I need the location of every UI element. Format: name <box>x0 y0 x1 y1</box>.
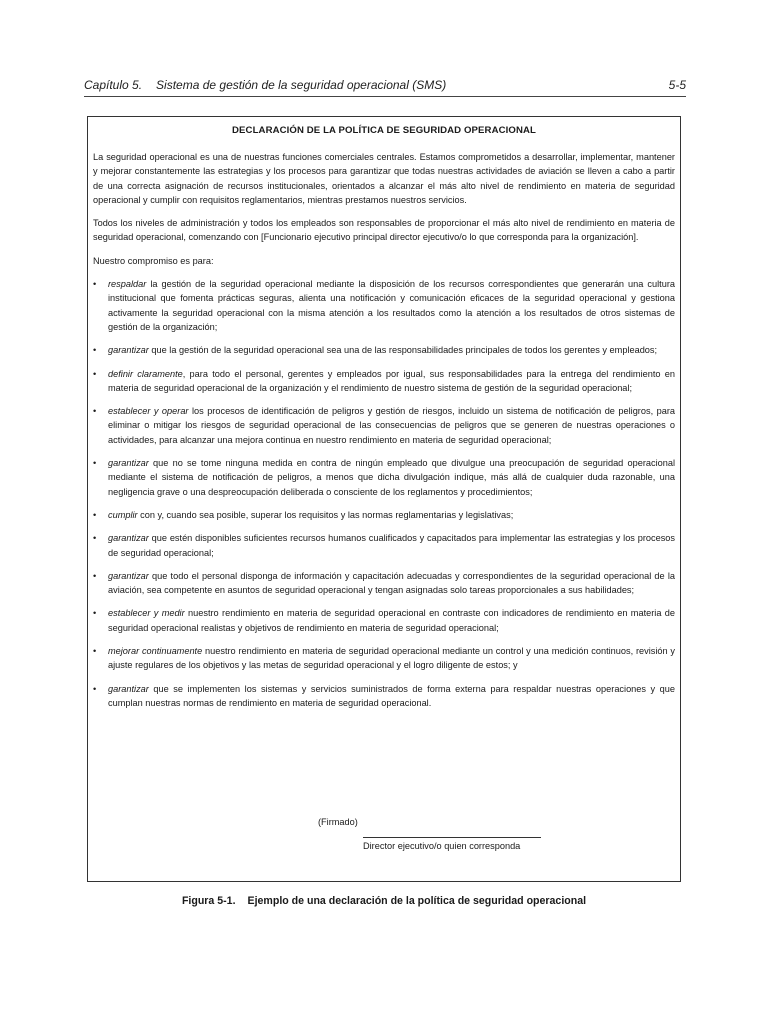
commitment-text: con y, cuando sea posible, superar los requisitos y las normas reglamentarias y legislativas; <box>137 509 514 520</box>
policy-paragraph: Todos los niveles de administración y todos los empleados son responsables de proporcionar el más alto nivel de rendimiento en materia de seguridad operacional, comenzando con [Funcionario ejecutivo principal director ejecutivo/o lo que corresponda para la organización]. <box>93 218 675 243</box>
commitment-keyword: cumplir <box>108 509 138 520</box>
commitment-keyword: mejorar continuamente <box>108 646 203 657</box>
commitment-item <box>93 367 675 396</box>
commitment-text: , para todo el personal, gerentes y empleados por igual, sus responsabilidades para la entrega del rendimiento en materia de seguridad operacional de la organización y el rendimiento de nuestro sistema de gestión de la seguridad operacional; <box>108 368 675 393</box>
commitment-item <box>93 682 675 711</box>
commitment-text: que la gestión de la seguridad operacional sea una de las responsabilidades principales de todos los gerentes y empleados; <box>148 345 658 356</box>
page-number: 5-5 <box>668 78 686 92</box>
signatory-title: Director ejecutivo/o quien corresponda <box>363 841 521 851</box>
bullet-marker: • <box>93 345 97 356</box>
commitment-text: que todo el personal disponga de información y capacitación adecuadas y correspondientes de la seguridad operacional de la aviación, sea competente en asuntos de seguridad operacional y tengan asignadas solo tareas proporcionales a sus habilidades; <box>108 570 675 596</box>
signed-label: (Firmado) <box>318 817 358 827</box>
commitment-keyword: garantizar <box>108 458 149 469</box>
commitment-text: la gestión de la seguridad operacional mediante la disposición de los recursos correspondientes que generarán una cultura institucional que fomenta prácticas seguras, alienta una notificación y comunicación eficaces de la seguridad operacional y gestiona activamente la seguridad operacional con la misma atención a los resultados como la atención a los resultados de otros sistemas de gestión de la organización; <box>108 279 675 332</box>
figure-label: Figura 5-1. <box>181 895 236 907</box>
commitment-intro: Nuestro compromiso es para: <box>93 255 214 266</box>
commitment-keyword: garantizar <box>108 533 149 544</box>
commitment-keyword: garantizar <box>108 345 149 356</box>
bullet-marker: • <box>93 406 97 417</box>
commitment-item <box>93 343 675 357</box>
figure-caption-text: Ejemplo de una declaración de la política de seguridad operacional <box>247 895 587 907</box>
commitment-text: que estén disponibles suficientes recursos humanos cualificados y capacitados para implementar las estrategias y los procesos de seguridad operacional; <box>108 533 675 558</box>
commitment-list <box>93 277 675 710</box>
chapter-label: Capítulo 5. <box>84 78 143 92</box>
commitment-keyword: establecer y medir <box>108 608 185 619</box>
bullet-marker: • <box>93 368 97 379</box>
commitment-text: nuestro rendimiento en materia de seguridad operacional mediante un control y una medición continuos, revisión y ajuste regulares de los objetivos y las metas de seguridad operacional y el logro diligente de estos; y <box>108 646 675 671</box>
commitment-text: nuestro rendimiento en materia de seguridad operacional en contraste con indicadores de rendimiento en materia de seguridad operacional realistas y objetivos de rendimiento en materia de seguridad operacional; <box>108 608 676 633</box>
commitment-text: los procesos de identificación de peligros y gestión de riesgos, incluido un sistema de notificación de peligros, para eliminar o mitigar los riesgos de seguridad operacional de las consecuencias de peligros que se generen de nuestras operaciones o actividades, para alcanzar una mejora continua en nuestro rendimiento en materia de seguridad operacional; <box>108 406 675 445</box>
bullet-marker: • <box>93 646 97 657</box>
bullet-marker: • <box>93 683 97 694</box>
bullet-marker: • <box>93 608 97 619</box>
chapter-title: Sistema de gestión de la seguridad operacional (SMS) <box>156 78 447 92</box>
commitment-keyword: establecer y operar <box>108 406 189 417</box>
figure-caption <box>0 895 768 907</box>
policy-title: DECLARACIÓN DE LA POLÍTICA DE SEGURIDAD OPERACIONAL <box>232 125 536 136</box>
commitment-item <box>93 606 675 635</box>
bullet-marker: • <box>93 570 97 581</box>
policy-statement-box <box>87 116 681 882</box>
commitment-keyword: respaldar <box>108 279 147 290</box>
commitment-item <box>93 456 675 499</box>
bullet-marker: • <box>93 533 97 544</box>
commitment-item <box>93 277 675 334</box>
commitment-item <box>93 404 675 447</box>
header-rule <box>84 96 686 97</box>
commitment-keyword: definir claramente <box>108 368 183 379</box>
page-header <box>84 78 686 92</box>
bullet-marker: • <box>93 509 97 520</box>
policy-paragraph: La seguridad operacional es una de nuestras funciones comerciales centrales. Estamos comprometidos a desarrollar, implementar, mantener y mejorar constantemente las estrategias y los procesos para garantizar que todas nuestras actividades de aviación se lleven a cabo a partir de una correcta asignación de recursos institucionales, orientados a alcanzar el más alto nivel de rendimiento en materia de seguridad operacional y cumplir con requisitos reglamentarios, mientras prestamos nuestros servicios. <box>93 152 675 205</box>
commitment-item <box>93 508 675 522</box>
header-chapter-title <box>84 78 446 92</box>
commitment-text: que se implementen los sistemas y servicios suministrados de forma externa para respaldar nuestras operaciones y que cumplan nuestras normas de rendimiento en materia de seguridad operacional. <box>108 683 675 708</box>
signature-line <box>363 837 541 838</box>
commitment-keyword: garantizar <box>108 683 149 694</box>
commitment-keyword: garantizar <box>108 570 149 581</box>
commitment-item <box>93 531 675 560</box>
bullet-marker: • <box>93 279 97 290</box>
commitment-item <box>93 644 675 673</box>
commitment-text: que no se tome ninguna medida en contra de ningún empleado que divulgue una preocupación de seguridad operacional mediante el sistema de notificación de peligros, a menos que dicha divulgación indique, más allá de cualquier duda razonable, una negligencia grave o una despreocupación deliberada o consciente de los reglamentos y procedimientos; <box>108 458 675 497</box>
signature-block <box>88 817 680 857</box>
commitment-item <box>93 569 675 598</box>
bullet-marker: • <box>93 458 97 469</box>
